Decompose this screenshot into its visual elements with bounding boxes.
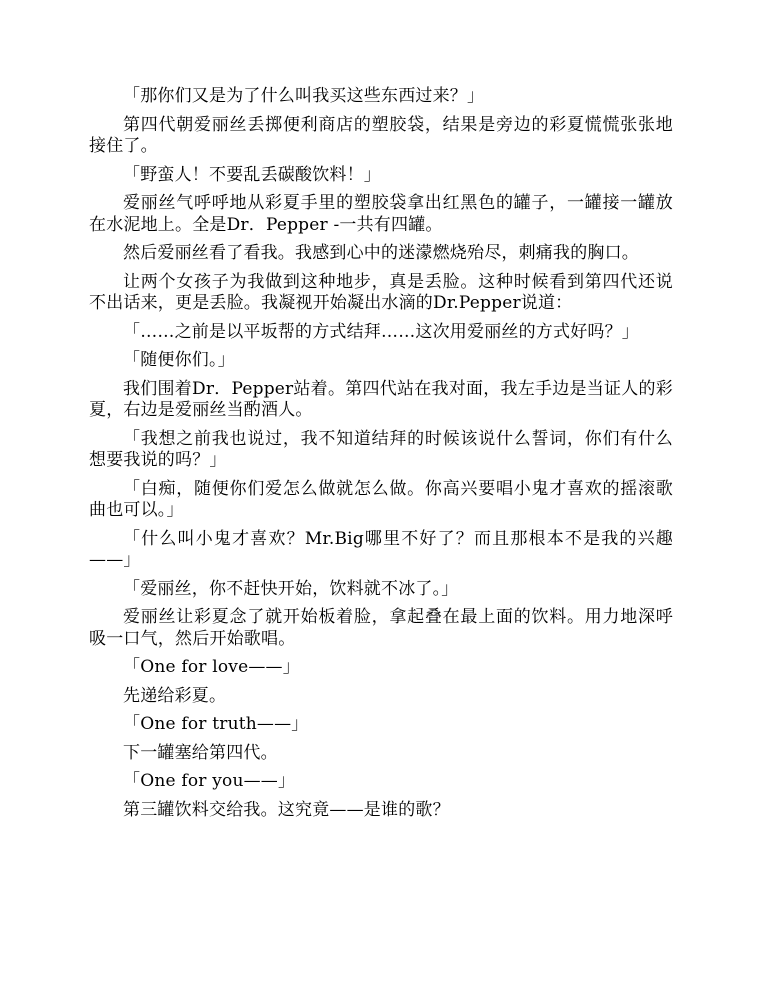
paragraph: 下一罐塞给第四代。 [123,742,278,763]
paragraph: 「One for you——」 [123,771,296,791]
paragraph: 「随便你们。」 [123,350,235,370]
paragraph: 然后爱丽丝看了看我。我感到心中的迷濛燃烧殆尽，刺痛我的胸口。 [123,243,639,263]
paragraph: 「我想之前我也说过，我不知道结拜的时候该说什么誓词，你们有什么想要我说的吗？」 [89,428,673,470]
paragraph: 先递给彩夏。 [123,685,227,706]
paragraph: 「什么叫小鬼才喜欢？Mr.Big哪里不好了？而且那根本不是我的兴趣——」 [89,528,673,570]
paragraph: 「那你们又是为了什么叫我买这些东西过来？」 [123,86,485,106]
paragraph: 我们围着Dr．Pepper站着。第四代站在我对面，我左手边是当证人的彩夏，右边是爱丽丝当酌酒人。 [89,378,673,420]
paragraph: 「白痴，随便你们爱怎么做就怎么做。你高兴要唱小鬼才喜欢的摇滚歌曲也可以。」 [89,478,673,520]
paragraph: 让两个女孩子为我做到这种地步，真是丢脸。这种时候看到第四代还说不出话来，更是丢脸。我凝视开始凝出水滴的Dr.Pepper说道： [89,271,673,313]
document-page [89,86,673,828]
paragraph: 爱丽丝让彩夏念了就开始板着脸，拿起叠在最上面的饮料。用力地深呼吸一口气，然后开始歌唱。 [89,607,673,649]
paragraph: 「野蛮人！不要乱丢碳酸饮料！」 [123,164,381,185]
paragraph: 爱丽丝气呼呼地从彩夏手里的塑胶袋拿出红黑色的罐子，一罐接一罐放在水泥地上。全是Dr．Pepper -一共有四罐。 [89,193,673,235]
paragraph: 第四代朝爱丽丝丢掷便利商店的塑胶袋，结果是旁边的彩夏慌慌张张地接住了。 [89,114,673,156]
paragraph: 第三罐饮料交给我。这究竟——是谁的歌？ [123,799,450,820]
paragraph: 「……之前是以平坂帮的方式结拜……这次用爱丽丝的方式好吗？」 [123,321,639,342]
paragraph: 「One for truth——」 [123,714,309,734]
paragraph: 「爱丽丝，你不赶快开始，饮料就不冰了。」 [123,578,459,599]
paragraph: 「One for love——」 [123,657,300,677]
